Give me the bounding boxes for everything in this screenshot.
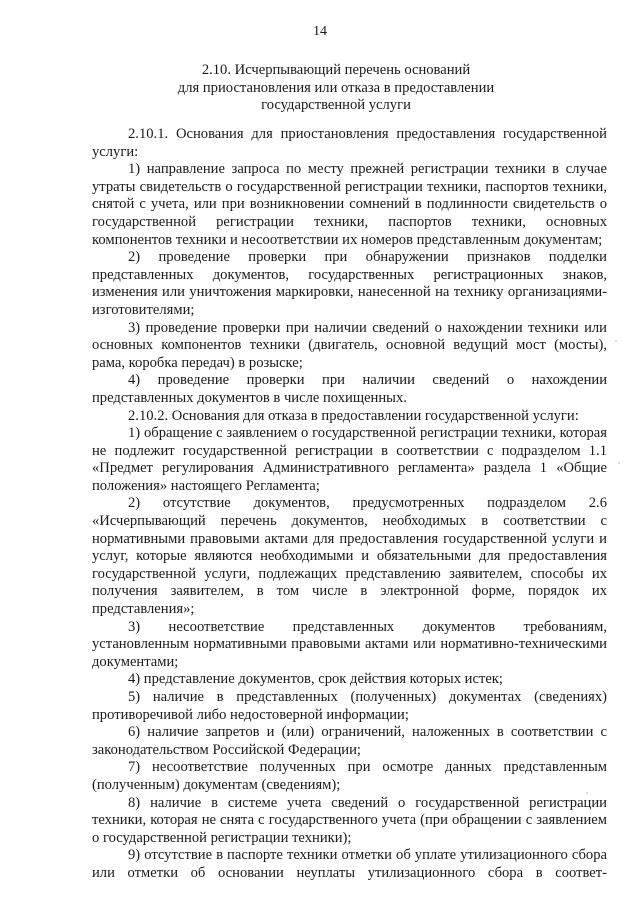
paragraph-2-10-1-item-4: 4) проведение проверки при наличии сведений о нахождении представленных документов в числе похищенных.	[92, 372, 607, 406]
document-body	[92, 126, 607, 883]
paragraph-2-10-2-item-4: 4) представление документов, срок действия которых истек;	[128, 671, 503, 688]
paragraph-2-10-2-item-6: 6) наличие запретов и (или) ограничений, наложенных в соответствии с законодательством Российской Федерации;	[92, 724, 607, 758]
scan-speck	[615, 340, 617, 342]
paragraph-2-10-2-item-9: 9) отсутствие в паспорте техники отметки об уплате утилизационного сбора или отметки об основании неуплаты утилизационного сбора в соответ-	[92, 847, 607, 881]
section-heading-line-2: для приостановления или отказа в предоставлении	[177, 79, 495, 96]
paragraph-2-10-2-item-7: 7) несоответствие полученных при осмотре данных представленным (полученным) документам (сведениям);	[92, 759, 607, 793]
paragraph-2-10-2-item-1: 1) обращение с заявлением о государственной регистрации техники, которая не подлежит государственной регистрации в соответствии с подразделом 1.1 «Предмет регулирования Административного регламента» раздела 1 «Общие положения» настоящего Регламента;	[92, 425, 607, 494]
paragraph-2-10-1-item-3: 3) проведение проверки при наличии сведений о нахождении техники или основных компонентов техники (двигатель, основной ведущий мост (мосты), рама, коробка передач) в розыске;	[92, 319, 607, 371]
paragraph-2-10-1-item-1: 1) направление запроса по месту прежней регистрации техники в случае утраты свидетельств о государственной регистрации техники, паспортов техники, снятой с учета, или при возникновении сомнений в подлинности свидетельств о государственной регистрации техники, паспортов техники, основных компонентов техники и несоответствии их номеров представленным документам;	[92, 161, 607, 248]
paragraph-2-10-2: 2.10.2. Основания для отказа в предоставлении государственной услуги:	[128, 407, 579, 424]
section-heading-line-1: 2.10. Исчерпывающий перечень оснований	[201, 62, 471, 78]
scan-speck	[618, 462, 620, 464]
paragraph-2-10-1: 2.10.1. Основания для приостановления предоставления государственной услуги:	[92, 126, 607, 160]
paragraph-2-10-2-item-2: 2) отсутствие документов, предусмотренных подразделом 2.6 «Исчерпывающий перечень документов, необходимых в соответствии с нормативными правовыми актами для предоставления государственной услуги и услуг, которые являются необходимыми и обязательными для предоставления государственной услуги, подлежащих представлению заявителем, способы их получения заявителем, в том числе в электронной форме, порядок их представления»;	[92, 495, 607, 618]
section-heading	[140, 62, 532, 115]
scan-speck	[586, 792, 588, 794]
paragraph-2-10-2-item-8: 8) наличие в системе учета сведений о государственной регистрации техники, которая не снята с государственного учета (при обращении с заявлением о государственной регистрации техники);	[92, 794, 607, 846]
section-heading-line-3: государственной услуги	[261, 97, 411, 113]
paragraph-2-10-2-item-3: 3) несоответствие представленных документов требованиям, установленным нормативными правовыми актами или нормативно-техническими документами;	[92, 618, 607, 670]
page-number: 14	[313, 24, 327, 39]
paragraph-2-10-1-item-2: 2) проведение проверки при обнаружении признаков подделки представленных документов, государственных регистрационных знаков, изменения или уничтожения маркировки, нанесенной на технику организациями-изготовителями;	[92, 249, 607, 318]
paragraph-2-10-2-item-5: 5) наличие в представленных (полученных) документах (сведениях) противоречивой либо недостоверной информации;	[92, 689, 607, 723]
